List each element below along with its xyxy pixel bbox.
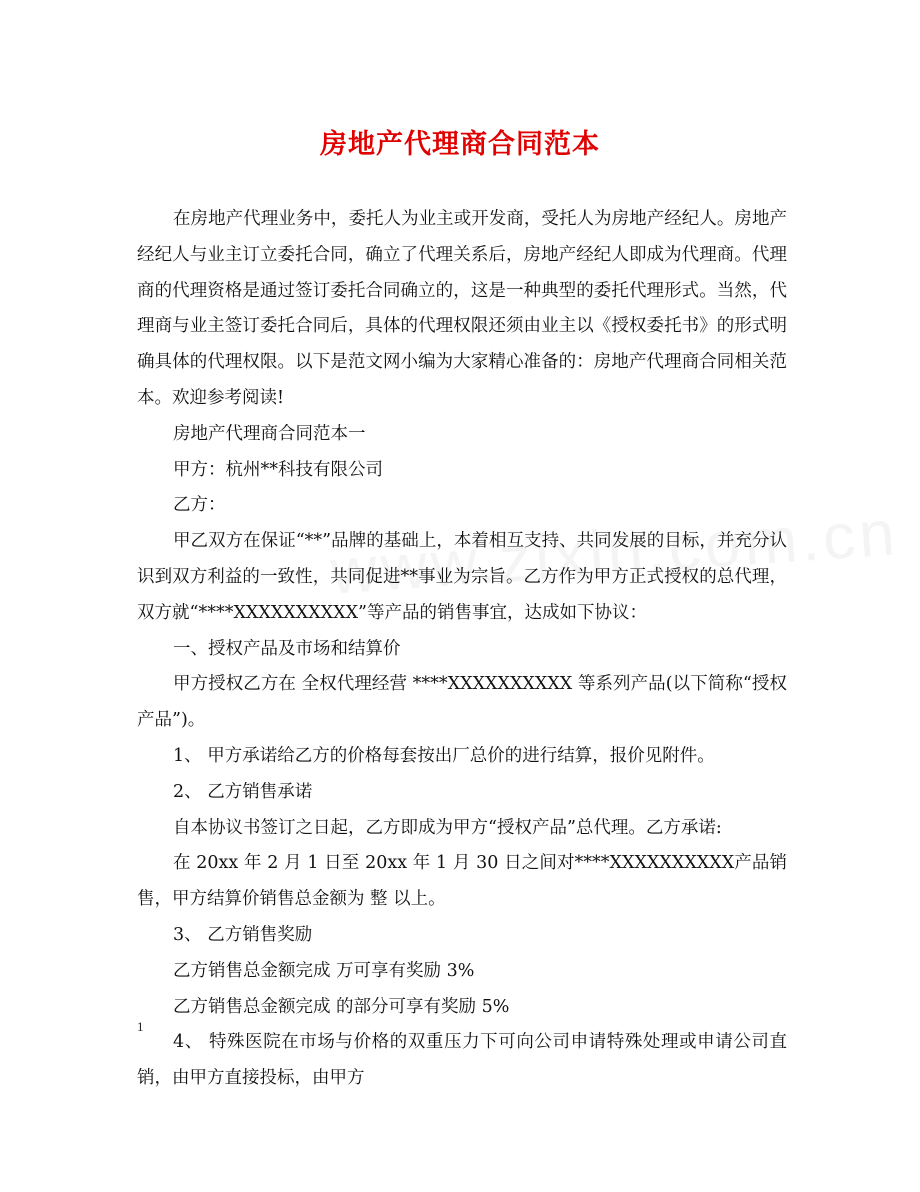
reward-line-5-percent: 乙方销售总金额完成 的部分可享有奖励 5%	[173, 996, 510, 1017]
intro-paragraph: 在房地产代理业务中，委托人为业主或开发商，受托人为房地产经纪人。房地产经纪人与业主订立委托合同，确立了代理关系后，房地产经纪人即成为代理商。代理商的代理资格是通过签订委托合同确立的，这是一种典型的委托代理形式。当然，代理商与业主签订委托合同后，具体的代理权限还须由业主以《授权委托书》的形式明确具体的代理权限。以下是范文网小编为大家精心准备的：房地产代理商合同相关范本。欢迎参考阅读!	[137, 209, 787, 408]
party-a-line: 甲方：杭州**科技有限公司	[173, 459, 383, 480]
party-b-line: 乙方：	[173, 495, 226, 516]
clause-4-paragraph: 4、 特殊医院在市场与价格的双重压力下可向公司申请特殊处理或申请公司直销，由甲方直接投标，由甲方	[137, 1032, 787, 1089]
clause-2-heading: 2、 乙方销售承诺	[173, 781, 313, 802]
document-title: 房地产代理商合同范本	[320, 129, 600, 160]
reward-line-3-percent: 乙方销售总金额完成 万可享有奖励 3%	[173, 960, 475, 981]
agreement-preamble-paragraph: 甲乙双方在保证“**”品牌的基础上，本着相互支持、共同发展的目标，并充分认识到双方利益的一致性，共同促进**事业为宗旨。乙方作为甲方正式授权的总代理，双方就“****XXXXXXXXXX”等产品的销售事宜，达成如下协议：	[137, 531, 787, 623]
section-heading-contract-one: 房地产代理商合同范本一	[173, 423, 366, 444]
commitment-intro-paragraph: 自本协议书签订之日起，乙方即成为甲方“授权产品”总代理。乙方承诺:	[173, 817, 722, 838]
section-heading-authorization: 一、授权产品及市场和结算价	[173, 638, 401, 659]
clause-3-heading: 3、 乙方销售奖励	[173, 924, 313, 945]
clause-1-paragraph: 1、 甲方承诺给乙方的价格每套按出厂总价的进行结算，报价见附件。	[173, 745, 715, 766]
sales-period-paragraph: 在 20xx 年 2 月 1 日至 20xx 年 1 月 30 日之间对****XXXXXXXXXX产品销售，甲方结算价销售总金额为 整 以上。	[137, 853, 787, 910]
authorization-paragraph: 甲方授权乙方在 全权代理经营 ****XXXXXXXXXX 等系列产品(以下简称“授权产品”)。	[137, 674, 787, 731]
page-number: 1	[137, 1019, 144, 1034]
document-body	[137, 202, 787, 1097]
